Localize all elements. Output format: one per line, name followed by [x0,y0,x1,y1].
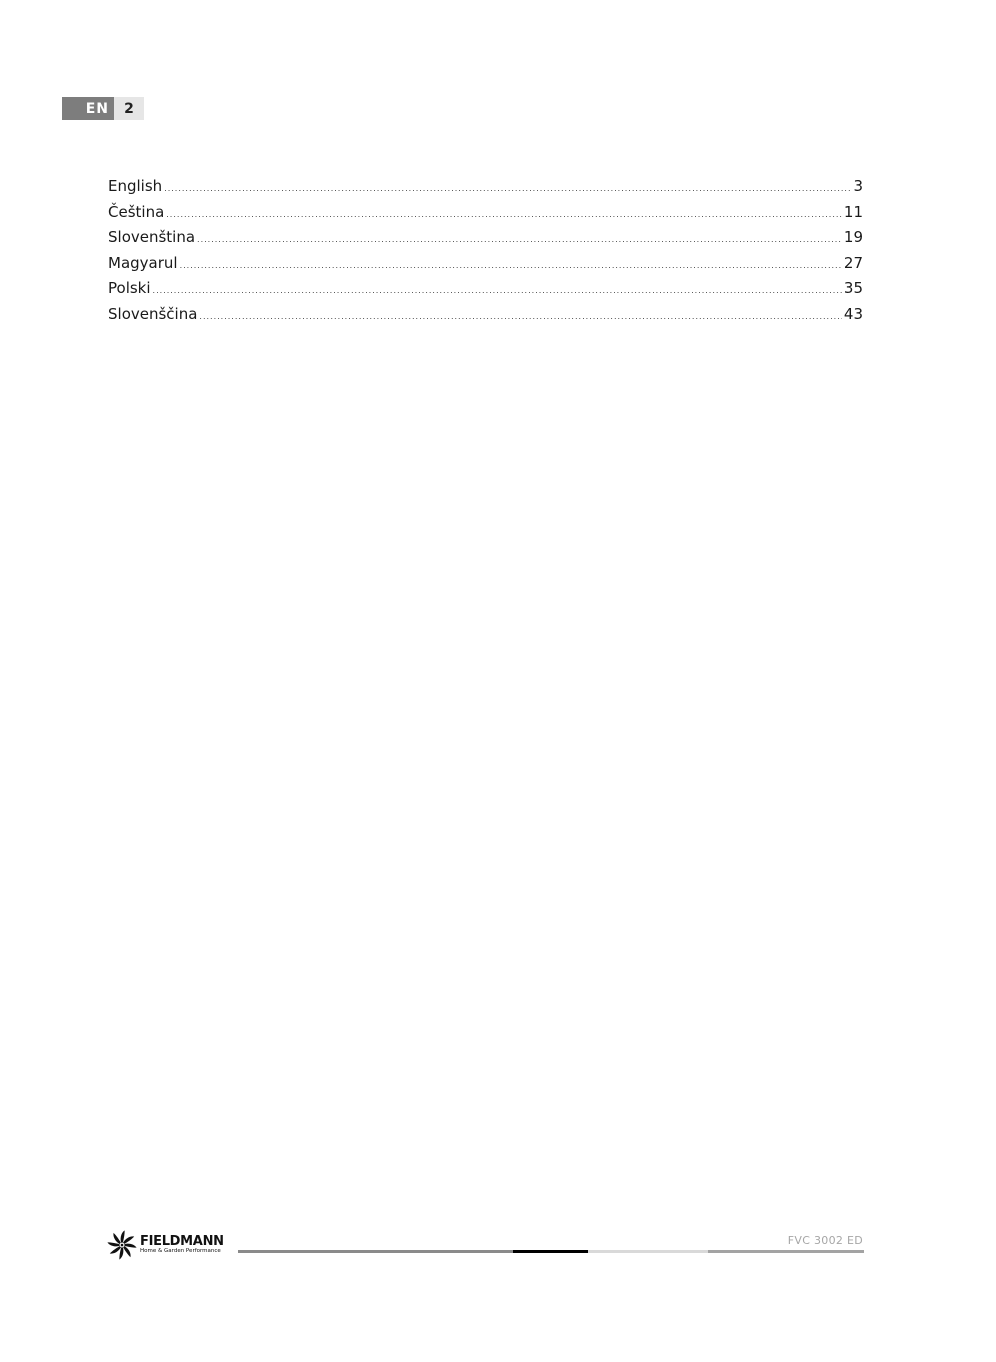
footer-rule-segment [238,1250,513,1253]
toc-leader-dots [197,229,842,252]
toc-entry-slovenscina[interactable] [108,303,863,329]
toc-entry-page: 19 [843,228,863,246]
brand-wordmark [140,1235,224,1255]
toc-entry-english[interactable] [108,175,863,201]
toc-leader-dots [199,306,841,329]
toc-entry-page: 35 [843,279,863,297]
language-code: EN [62,97,114,120]
footer-rule-segment [513,1250,588,1253]
toc-entry-label: Slovenščina [108,304,198,323]
toc-entry-label: Polski [108,279,151,297]
page-number: 2 [114,97,144,120]
language-page-tab [62,97,144,120]
toc-leader-dots [153,280,842,303]
toc-leader-dots [164,178,851,201]
model-number: FVC 3002 ED [787,1234,863,1247]
toc-entry-cestina[interactable] [108,201,863,227]
toc-entry-page: 11 [843,202,863,221]
brand-name: FIELDMANN [140,1234,224,1250]
toc-entry-page: 27 [843,253,863,272]
footer-rule-segment [708,1250,864,1253]
toc-entry-slovenstina[interactable] [108,226,863,252]
footer-rule-segment [588,1250,708,1253]
toc-entry-label: English [108,177,163,195]
fan-blade-logo-icon [107,1230,137,1260]
toc-entry-page: 43 [843,304,863,323]
toc-entry-label: Slovenština [108,228,196,246]
brand-logo [107,1229,237,1261]
brand-tagline: Home & Garden Performance [140,1248,221,1255]
table-of-contents [108,175,863,328]
toc-leader-dots [180,255,842,278]
toc-entry-polski[interactable] [108,277,863,303]
toc-entry-label: Čeština [108,202,165,221]
toc-leader-dots [166,204,842,227]
toc-entry-label: Magyarul [108,253,178,272]
toc-entry-page: 3 [853,177,863,195]
toc-entry-magyarul[interactable] [108,252,863,278]
